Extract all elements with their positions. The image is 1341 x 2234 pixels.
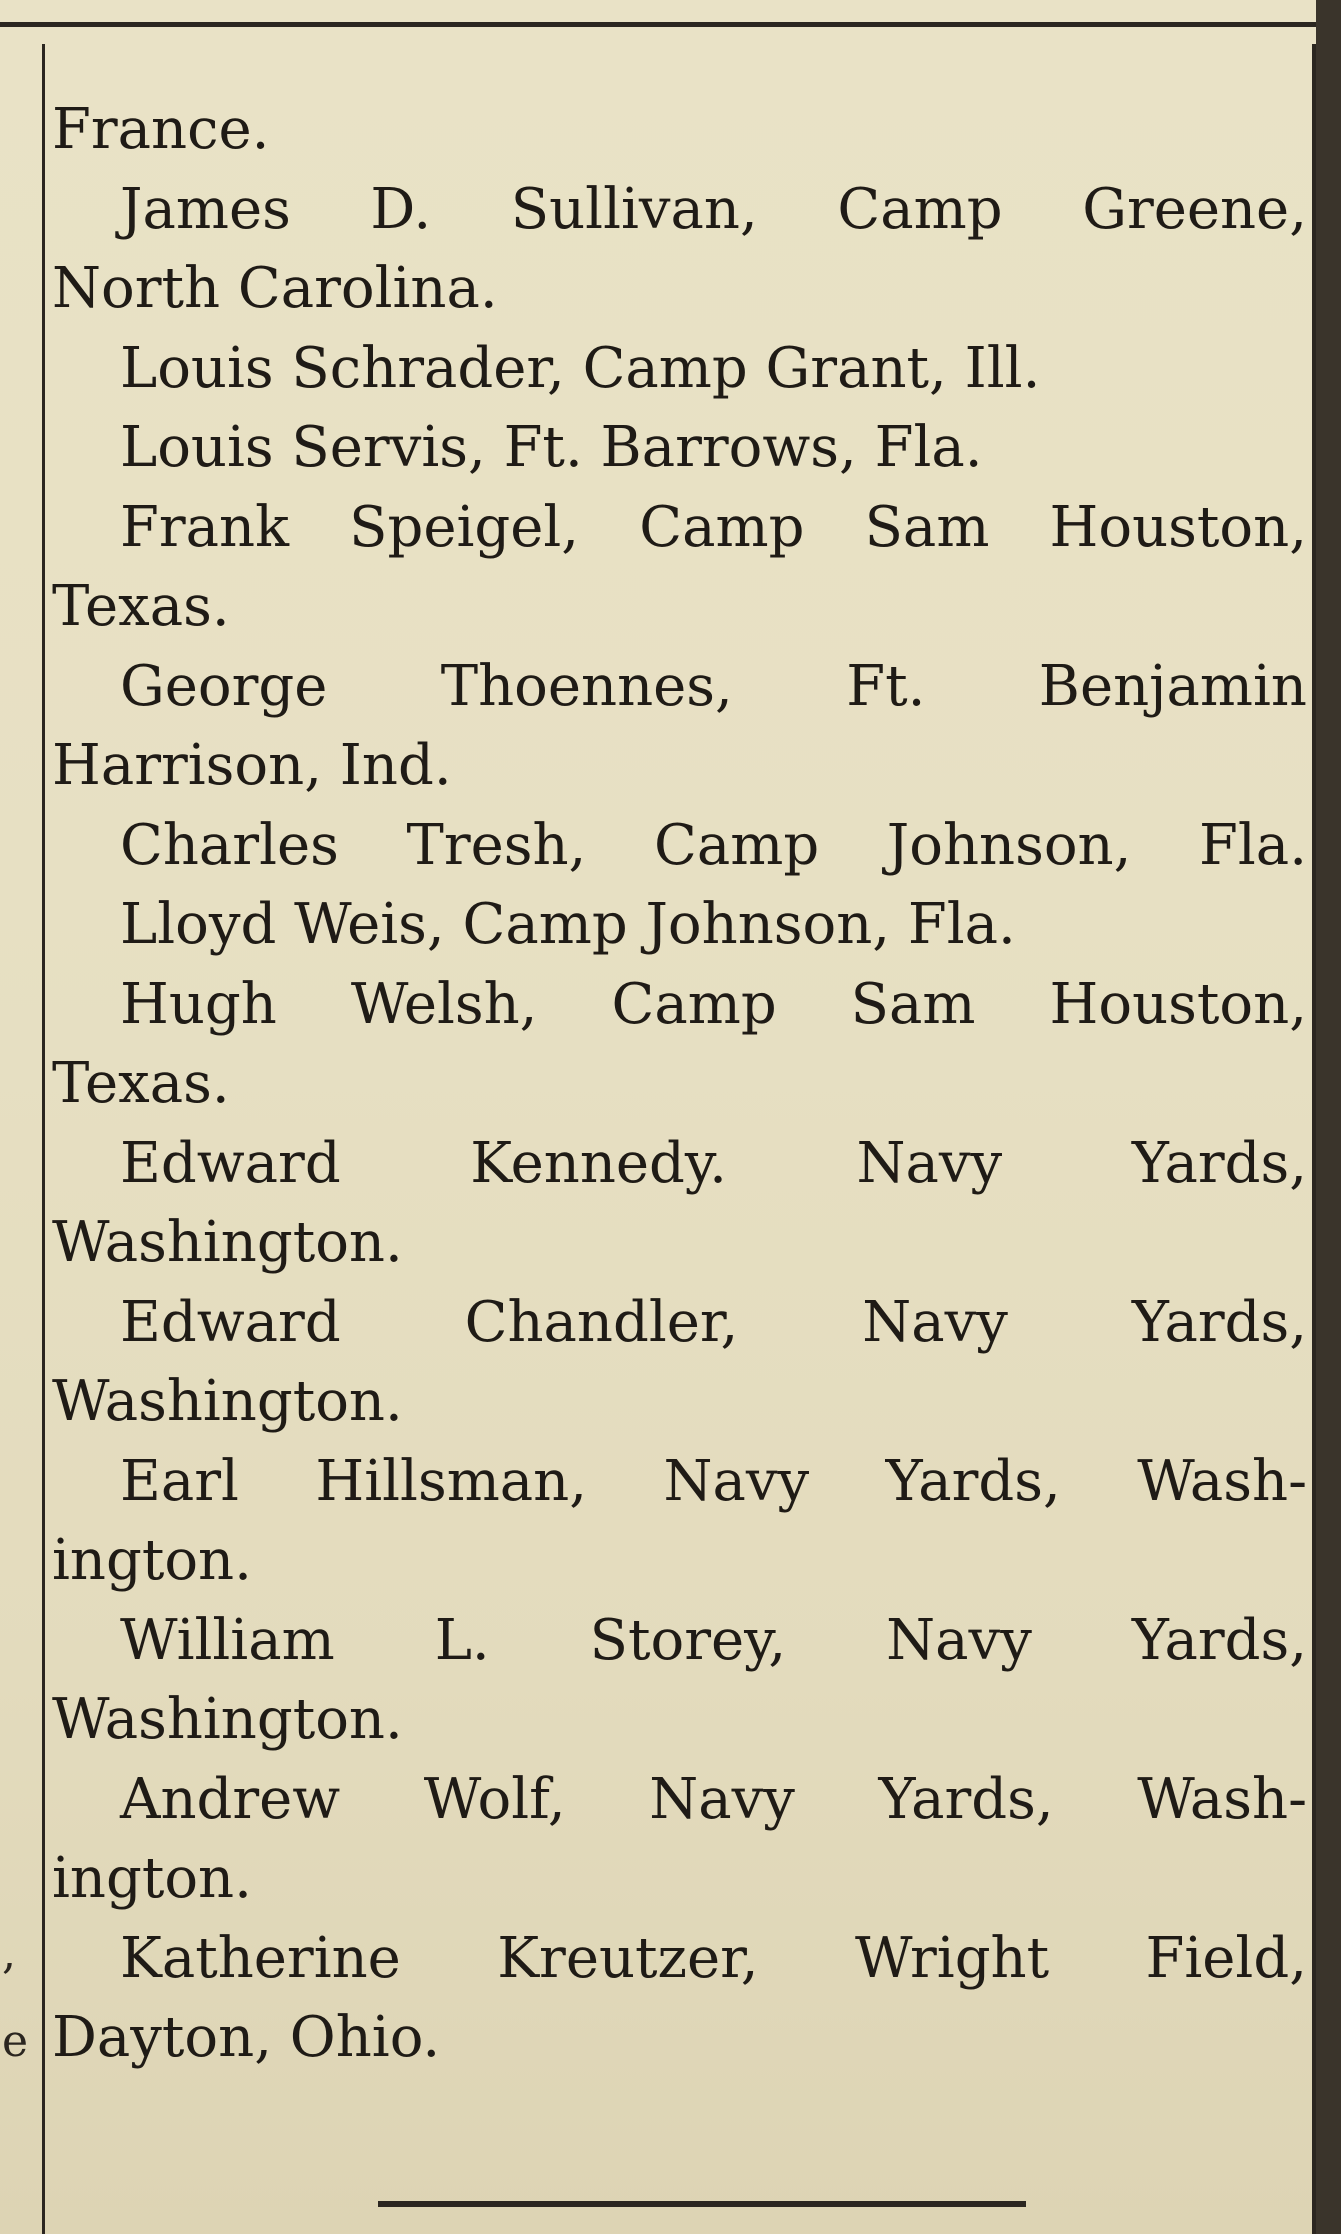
article-line: Louis Schrader, Camp Grant, Ill.	[120, 335, 1041, 401]
left-margin-fragments	[0, 0, 40, 2234]
adjacent-column-edge	[1316, 0, 1341, 2234]
article-line: Texas.	[52, 574, 230, 639]
article-line: Louis Servis, Ft. Barrows, Fla.	[120, 415, 983, 480]
article-line: Dayton, Ohio.	[52, 2005, 441, 2070]
article-line: Washington.	[52, 1369, 403, 1434]
article-line: North Carolina.	[52, 256, 498, 321]
article-line: George Thoennes, Ft. Benjamin	[120, 653, 1307, 719]
article-line: Harrison, Ind.	[52, 733, 452, 798]
article-line: Hugh Welsh, Camp Sam Houston,	[120, 971, 1307, 1037]
article-line: France.	[52, 97, 270, 162]
article-line: Katherine Kreutzer, Wright Field,	[120, 1925, 1307, 1991]
article-line: Edward Chandler, Navy Yards,	[120, 1289, 1307, 1355]
article-line: Texas.	[52, 1051, 230, 1116]
article-line: William L. Storey, Navy Yards,	[120, 1607, 1307, 1673]
article-body	[52, 90, 1307, 2078]
margin-fragment: ,	[2, 1928, 16, 1979]
column-rule-left	[42, 44, 45, 2234]
article-line: Washington.	[52, 1210, 403, 1275]
article-line: Washington.	[52, 1687, 403, 1752]
article-line: ington.	[52, 1528, 252, 1593]
top-rule	[0, 22, 1341, 27]
article-line: Frank Speigel, Camp Sam Houston,	[120, 494, 1307, 560]
article-line: ington.	[52, 1846, 252, 1911]
bottom-rule	[378, 2201, 1026, 2207]
article-line: Edward Kennedy. Navy Yards,	[120, 1130, 1307, 1196]
article-line: Charles Tresh, Camp Johnson, Fla.	[120, 812, 1307, 878]
article-line: James D. Sullivan, Camp Greene,	[120, 176, 1307, 242]
margin-fragment: e	[2, 2016, 29, 2067]
article-line: Lloyd Weis, Camp Johnson, Fla.	[120, 892, 1016, 957]
article-line: Earl Hillsman, Navy Yards, Wash-	[120, 1448, 1307, 1514]
article-line: Andrew Wolf, Navy Yards, Wash-	[120, 1766, 1307, 1832]
